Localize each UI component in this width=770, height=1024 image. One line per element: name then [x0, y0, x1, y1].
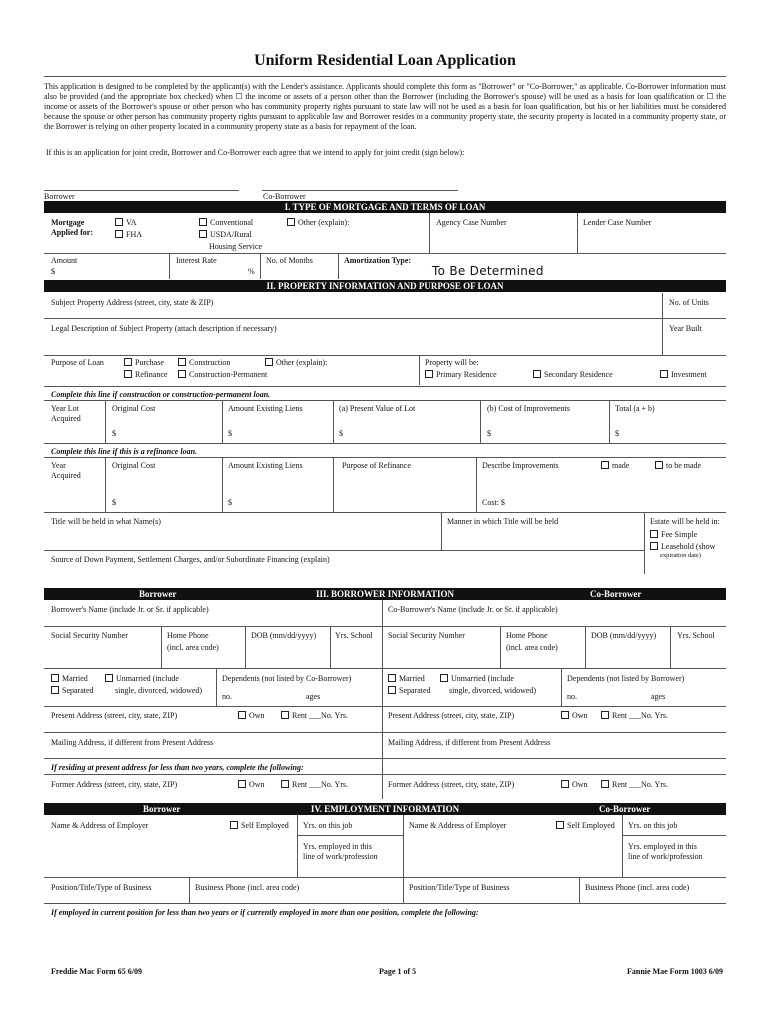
row-rule — [44, 758, 726, 759]
row-rule — [44, 355, 726, 356]
c-self-employed-checkbox[interactable] — [556, 821, 564, 829]
b-own-option[interactable] — [238, 711, 265, 720]
c-present-address-label: Present Address (street, city, state, ZIP) — [388, 711, 515, 720]
b-married-label: Married — [62, 674, 88, 683]
row-rule — [44, 400, 726, 401]
b-self-employed-checkbox[interactable] — [230, 821, 238, 829]
b-separated-label: Separated — [62, 686, 94, 695]
mortgage-other-checkbox[interactable] — [287, 218, 295, 226]
coborrower-signature-line[interactable] — [262, 190, 458, 191]
usda-option[interactable] — [199, 230, 252, 239]
refinance-option[interactable] — [124, 370, 167, 379]
year-label: Year — [51, 461, 66, 470]
fha-option[interactable] — [115, 230, 142, 239]
fha-label: FHA — [126, 230, 143, 239]
construction-checkbox[interactable] — [178, 358, 186, 366]
estate-label: Estate will be held in: — [650, 517, 720, 526]
form-title: Uniform Residential Loan Application — [254, 52, 516, 69]
usda-label: USDA/Rural — [210, 230, 252, 239]
divider — [333, 400, 334, 443]
present-value-dollar[interactable]: $ — [339, 429, 343, 438]
footer-page: Page 1 of 5 — [379, 967, 417, 976]
leasehold-label: Leasehold (show — [661, 542, 716, 551]
c-married-option[interactable] — [388, 674, 425, 683]
c-yrs-line2: line of work/profession — [628, 852, 703, 861]
mortgage-other-option[interactable] — [287, 218, 349, 227]
construction-line-note: Complete this line if construction or construction-permanent loan. — [51, 390, 271, 399]
b-yrs-line1: Yrs. employed in this — [303, 842, 372, 851]
c-mailing-label: Mailing Address, if different from Present Address — [388, 738, 551, 747]
c-area-code-label: (incl. area code) — [506, 643, 558, 652]
borrower-signature-label: Borrower — [44, 192, 75, 201]
c-former-own-label: Own — [572, 780, 588, 789]
amortization-value[interactable]: To Be Determined — [432, 264, 544, 278]
amount-dollar[interactable]: $ — [51, 267, 55, 276]
b-yrs-school-label: Yrs. School — [335, 631, 373, 640]
divider — [222, 457, 223, 512]
row-rule — [44, 877, 726, 878]
b-former-no-yrs-label: ___No. Yrs. — [309, 780, 349, 789]
divider — [561, 668, 562, 706]
divider — [622, 815, 623, 877]
divider — [644, 512, 645, 574]
construction-option[interactable] — [178, 358, 230, 367]
c-position-label: Position/Title/Type of Business — [409, 883, 510, 892]
c-separated-option[interactable] — [388, 686, 431, 695]
section-3-coborrower: Co-Borrower — [590, 589, 642, 599]
b-home-phone-label: Home Phone — [167, 631, 209, 640]
b-ssn-label: Social Security Number — [51, 631, 128, 640]
coborrower-signature-label: Co-Borrower — [263, 192, 306, 201]
c-former-own-option[interactable] — [561, 780, 588, 789]
row-rule — [44, 443, 726, 444]
section-3-borrower: Borrower — [139, 589, 177, 599]
conventional-option[interactable] — [199, 218, 253, 227]
c-dep-no-label: no. — [567, 692, 577, 701]
b-self-employed-label: Self Employed — [241, 821, 289, 830]
row-rule — [44, 626, 726, 627]
divider — [577, 213, 578, 253]
divider — [189, 877, 190, 903]
b-dep-no-label: no. — [222, 692, 232, 701]
c-former-rent-checkbox[interactable] — [601, 780, 609, 788]
b-employer-label: Name & Address of Employer — [51, 821, 149, 830]
section-4-title: IV. EMPLOYMENT INFORMATION — [310, 804, 460, 814]
b-rent-option[interactable] — [281, 711, 307, 720]
row-rule — [44, 386, 726, 387]
refi-liens-label: Amount Existing Liens — [228, 461, 303, 470]
c-rent-label: Rent — [612, 711, 628, 720]
center-divider — [403, 815, 404, 877]
b-former-rent-label: Rent — [292, 780, 308, 789]
to-be-made-option[interactable] — [655, 461, 701, 470]
row-rule — [44, 550, 644, 551]
divider — [476, 457, 477, 512]
divider — [338, 253, 339, 279]
leasehold-option[interactable] — [650, 542, 715, 551]
c-yrs-line1: Yrs. employed in this — [628, 842, 697, 851]
divider — [216, 668, 217, 706]
borrower-signature-line[interactable] — [44, 190, 239, 191]
b-yrs-job-label: Yrs. on this job — [303, 821, 353, 830]
divider — [297, 815, 298, 877]
row-rule — [44, 457, 726, 458]
row-rule — [44, 903, 726, 904]
fee-simple-label: Fee Simple — [661, 530, 698, 539]
describe-improvements-label: Describe Improvements — [482, 461, 559, 470]
amortization-label: Amortization Type: — [344, 256, 412, 265]
divider — [105, 457, 106, 512]
title-names-label: Title will be held in what Name(s) — [51, 517, 161, 526]
c-self-employed-option[interactable] — [556, 821, 615, 830]
divider — [260, 253, 261, 279]
made-label: made — [612, 461, 630, 470]
center-divider — [382, 774, 383, 799]
year-built-label: Year Built — [669, 324, 702, 333]
purpose-refi-label: Purpose of Refinance — [342, 461, 411, 470]
acquired-label: Acquired — [51, 414, 81, 423]
refinance-label: Refinance — [135, 370, 168, 379]
c-unmarried-option[interactable] — [440, 674, 514, 683]
title-rule — [44, 76, 726, 77]
total-label: Total (a + b) — [615, 404, 655, 413]
b-area-code-label: (incl. area code) — [167, 643, 219, 652]
va-label: VA — [126, 218, 137, 227]
b-former-rent-option[interactable] — [281, 780, 307, 789]
housing-service-label: Housing Service — [209, 242, 263, 251]
b-rent-checkbox[interactable] — [281, 711, 289, 719]
cost-improvements-label: (b) Cost of Improvements — [487, 404, 570, 413]
b-mailing-label: Mailing Address, if different from Present Address — [51, 738, 214, 747]
c-yrs-school-label: Yrs. School — [677, 631, 715, 640]
amount-label: Amount — [51, 256, 78, 265]
b-business-phone-label: Business Phone (incl. area code) — [195, 883, 300, 892]
construction-perm-checkbox[interactable] — [178, 370, 186, 378]
source-label: Source of Down Payment, Settlement Charges, and/or Subordinate Financing (explain) — [51, 555, 330, 564]
divider — [480, 400, 481, 443]
b-former-own-checkbox[interactable] — [238, 780, 246, 788]
row-rule — [44, 706, 726, 707]
divider — [500, 626, 501, 668]
c-separated-checkbox[interactable] — [388, 686, 396, 694]
investment-label: Investment — [671, 370, 707, 379]
c-former-rent-option[interactable] — [601, 780, 627, 789]
section-4-header — [44, 803, 726, 815]
original-cost-dollar[interactable]: $ — [112, 429, 116, 438]
divider — [222, 400, 223, 443]
c-own-label: Own — [572, 711, 588, 720]
row-rule — [44, 253, 726, 254]
present-value-label: (a) Present Value of Lot — [339, 404, 416, 413]
purchase-option[interactable] — [124, 358, 164, 367]
refinance-line-note: Complete this line if this is a refinance loan. — [51, 447, 198, 456]
c-former-own-checkbox[interactable] — [561, 780, 569, 788]
c-own-checkbox[interactable] — [561, 711, 569, 719]
investment-option[interactable] — [660, 370, 707, 379]
section-2-header — [44, 280, 726, 292]
footer-fannie: Fannie Mae Form 1003 6/09 — [627, 967, 723, 976]
construction-label: Construction — [189, 358, 231, 367]
manner-label: Manner in which Title will be held — [447, 517, 559, 526]
divider — [419, 355, 420, 385]
divider — [609, 400, 610, 443]
fha-checkbox[interactable] — [115, 230, 123, 238]
row-rule — [297, 835, 403, 836]
divider — [670, 626, 671, 668]
b-own-label: Own — [249, 711, 265, 720]
year-lot-label: Year Lot — [51, 404, 79, 413]
lender-case-label: Lender Case Number — [583, 218, 652, 227]
b-self-employed-option[interactable] — [230, 821, 289, 830]
divider — [441, 512, 442, 550]
b-present-address-label: Present Address (street, city, state, ZIP) — [51, 711, 178, 720]
acquired-label-2: Acquired — [51, 471, 81, 480]
conventional-checkbox[interactable] — [199, 218, 207, 226]
b-dependents-label: Dependents (not listed by Co-Borrower) — [222, 674, 352, 683]
b-married-checkbox[interactable] — [51, 674, 59, 682]
c-dependents-label: Dependents (not listed by Borrower) — [567, 674, 685, 683]
row-rule — [44, 318, 726, 319]
secondary-option[interactable] — [533, 370, 613, 379]
residing-note: If residing at present address for less than two years, complete the following: — [51, 763, 304, 772]
fee-simple-option[interactable] — [650, 530, 697, 539]
b-own-checkbox[interactable] — [238, 711, 246, 719]
purchase-label: Purchase — [135, 358, 164, 367]
b-former-own-option[interactable] — [238, 780, 265, 789]
section-3-title: III. BORROWER INFORMATION — [315, 589, 455, 599]
b-dob-label: DOB (mm/dd/yyyy) — [251, 631, 317, 640]
legal-description-label: Legal Description of Subject Property (attach description if necessary) — [51, 324, 277, 333]
center-divider — [403, 877, 404, 903]
cost-improvements-dollar[interactable]: $ — [487, 429, 491, 438]
leasehold-checkbox[interactable] — [650, 542, 658, 550]
b-unmarried-label: Unmarried (include — [116, 674, 179, 683]
divider — [161, 626, 162, 668]
c-yrs-job-label: Yrs. on this job — [628, 821, 678, 830]
divider — [333, 457, 334, 512]
mortgage-other-label: Other (explain): — [298, 218, 350, 227]
c-business-phone-label: Business Phone (incl. area code) — [585, 883, 690, 892]
b-unmarried-option[interactable] — [105, 674, 179, 683]
c-former-no-yrs-label: ___No. Yrs. — [629, 780, 669, 789]
purpose-other-checkbox[interactable] — [265, 358, 273, 366]
amount-liens-dollar[interactable]: $ — [228, 429, 232, 438]
construction-perm-label: Construction-Permanent — [189, 370, 268, 379]
b-single-label: single, divorced, widowed) — [115, 686, 203, 695]
c-single-label: single, divorced, widowed) — [449, 686, 537, 695]
joint-credit-text: If this is an application for joint credit, Borrower and Co-Borrower each agree that we intend to apply for joint credit (sign below): — [46, 148, 465, 157]
property-will-be-label: Property will be: — [425, 358, 479, 367]
b-former-own-label: Own — [249, 780, 265, 789]
b-position-label: Position/Title/Type of Business — [51, 883, 152, 892]
va-checkbox[interactable] — [115, 218, 123, 226]
b-former-address-label: Former Address (street, city, state, ZIP) — [51, 780, 178, 789]
to-be-made-checkbox[interactable] — [655, 461, 663, 469]
divider — [105, 400, 106, 443]
row-rule — [44, 512, 726, 513]
subject-address-label: Subject Property Address (street, city, state & ZIP) — [51, 298, 214, 307]
primary-option[interactable] — [425, 370, 497, 379]
mortgage-applied-label: Mortgage Applied for: — [51, 218, 93, 237]
coborrower-name-label: Co-Borrower's Name (include Jr. or Sr. if applicable) — [388, 605, 558, 614]
c-own-option[interactable] — [561, 711, 588, 720]
c-married-checkbox[interactable] — [388, 674, 396, 682]
conventional-label: Conventional — [210, 218, 254, 227]
borrower-name-label: Borrower's Name (include Jr. or Sr. if applicable) — [51, 605, 209, 614]
c-rent-checkbox[interactable] — [601, 711, 609, 719]
purpose-other-label: Other (explain): — [276, 358, 328, 367]
row-rule — [622, 835, 726, 836]
b-dep-ages-label: ages — [306, 692, 321, 701]
section-1-title: I. TYPE OF MORTGAGE AND TERMS OF LOAN — [284, 202, 486, 212]
section-2-title: II. PROPERTY INFORMATION AND PURPOSE OF LOAN — [266, 281, 504, 291]
divider — [330, 626, 331, 668]
row-rule — [44, 668, 726, 669]
row-rule — [44, 774, 726, 775]
total-dollar[interactable]: $ — [615, 429, 619, 438]
footer-freddie: Freddie Mac Form 65 6/09 — [51, 967, 142, 976]
usda-checkbox[interactable] — [199, 230, 207, 238]
c-employer-label: Name & Address of Employer — [409, 821, 507, 830]
refi-original-cost-dollar[interactable]: $ — [112, 498, 116, 507]
cost-label[interactable]: Cost: $ — [482, 498, 505, 507]
c-former-rent-label: Rent — [612, 780, 628, 789]
amount-liens-label: Amount Existing Liens — [228, 404, 303, 413]
c-ssn-label: Social Security Number — [388, 631, 465, 640]
primary-checkbox[interactable] — [425, 370, 433, 378]
refi-liens-dollar[interactable]: $ — [228, 498, 232, 507]
c-no-yrs-label: ___No. Yrs. — [629, 711, 669, 720]
purpose-other-option[interactable] — [265, 358, 327, 367]
b-unmarried-checkbox[interactable] — [105, 674, 113, 682]
divider — [245, 626, 246, 668]
divider — [579, 877, 580, 903]
agency-case-label: Agency Case Number — [436, 218, 507, 227]
c-dep-ages-label: ages — [651, 692, 666, 701]
divider — [169, 253, 170, 279]
c-self-employed-label: Self Employed — [567, 821, 615, 830]
employment-note: If employed in current position for less than two years or if currently employed in more than one position, complete the following: — [51, 908, 479, 917]
c-separated-label: Separated — [399, 686, 431, 695]
primary-label: Primary Residence — [436, 370, 497, 379]
va-option[interactable] — [115, 218, 137, 227]
section-4-coborrower: Co-Borrower — [599, 804, 651, 814]
secondary-checkbox[interactable] — [533, 370, 541, 378]
row-rule — [44, 732, 726, 733]
expiration-label: expiration date) — [660, 552, 701, 559]
b-married-option[interactable] — [51, 674, 88, 683]
c-former-address-label: Former Address (street, city, state, ZIP) — [388, 780, 515, 789]
c-unmarried-checkbox[interactable] — [440, 674, 448, 682]
interest-percent[interactable]: % — [248, 267, 255, 276]
c-married-label: Married — [399, 674, 425, 683]
to-be-made-label: to be made — [666, 461, 702, 470]
refi-original-cost-label: Original Cost — [112, 461, 156, 470]
section-1-header — [44, 201, 726, 213]
b-no-yrs-label: ___No. Yrs. — [309, 711, 349, 720]
divider — [662, 293, 663, 355]
fee-simple-checkbox[interactable] — [650, 530, 658, 538]
months-label: No. of Months — [266, 256, 313, 265]
b-rent-label: Rent — [292, 711, 308, 720]
purchase-checkbox[interactable] — [124, 358, 132, 366]
refinance-checkbox[interactable] — [124, 370, 132, 378]
section-3-header — [44, 588, 726, 600]
divider — [585, 626, 586, 668]
interest-rate-label: Interest Rate — [176, 256, 217, 265]
investment-checkbox[interactable] — [660, 370, 668, 378]
b-former-rent-checkbox[interactable] — [281, 780, 289, 788]
c-rent-option[interactable] — [601, 711, 627, 720]
section-4-borrower: Borrower — [143, 804, 181, 814]
original-cost-label: Original Cost — [112, 404, 156, 413]
b-yrs-line2: line of work/profession — [303, 852, 378, 861]
b-separated-option[interactable] — [51, 686, 94, 695]
b-separated-checkbox[interactable] — [51, 686, 59, 694]
divider — [429, 213, 430, 253]
construction-perm-option[interactable] — [178, 370, 267, 379]
secondary-label: Secondary Residence — [544, 370, 613, 379]
c-dob-label: DOB (mm/dd/yyyy) — [591, 631, 657, 640]
c-home-phone-label: Home Phone — [506, 631, 548, 640]
purpose-label: Purpose of Loan — [51, 358, 104, 367]
intro-paragraph: This application is designed to be completed by the applicant(s) with the Lender's assistance. Applicants should complete this form as "Borrower" or "Co-Borrower," as applicable. Co-Borrower information must also be provided (and the appropriate box checked) when ☐ the income or assets of a person other than the Borrower (including the Borrower's spouse) will be used as a basis for loan qualification or ☐ the income or assets of the Borrower's spouse or other person who has community property rights pursuant to state law will not be used as a basis for loan qualification, but his or her liabilities must be considered because the spouse or other person has community property rights pursuant to applicable law and Borrower resides in a community property state, the security property is located in a community property state, or the Borrower is relying on other property located in a community property state as a basis for repayment of the loan. — [44, 82, 726, 131]
made-checkbox[interactable] — [601, 461, 609, 469]
no-units-label: No. of Units — [669, 298, 709, 307]
c-unmarried-label: Unmarried (include — [451, 674, 514, 683]
made-option[interactable] — [601, 461, 629, 470]
